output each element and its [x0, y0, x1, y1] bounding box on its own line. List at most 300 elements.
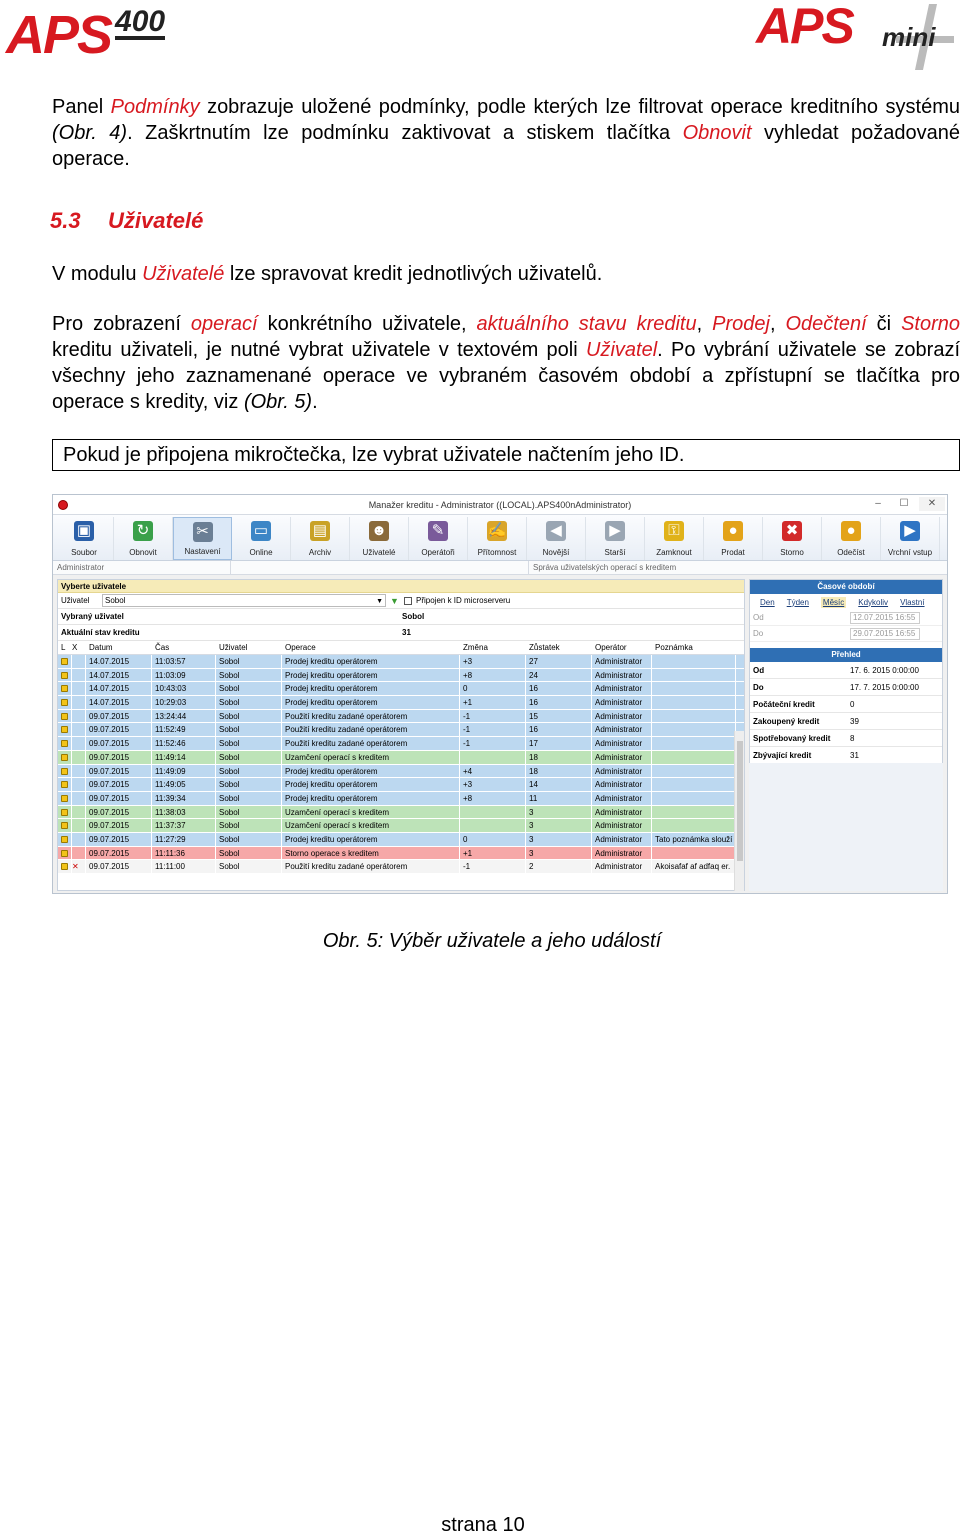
- summary-row: [750, 713, 942, 730]
- scrollbar-thumb[interactable]: [737, 741, 743, 861]
- text-run: . Zaškrtnutím lze podmínku zaktivovat a stiskem tlačítka: [127, 122, 683, 144]
- toolbar-button-label: Uživatelé: [362, 548, 396, 557]
- grid-column-header[interactable]: Čas: [155, 643, 170, 652]
- table-cell-change: 0: [460, 682, 526, 695]
- table-row[interactable]: [58, 765, 744, 779]
- table-row[interactable]: [58, 669, 744, 683]
- toolbar-button-tools[interactable]: [173, 517, 232, 560]
- summary-value: 17. 6. 2015 0:00:00: [850, 666, 919, 675]
- lock-icon: [61, 672, 68, 679]
- arrow-left-icon: ◀: [546, 521, 566, 541]
- summary-label: Zakoupený kredit: [753, 717, 820, 726]
- table-cell-user: Sobol: [216, 792, 282, 805]
- text-run: . Po vybrání uživatele se zobrazí všechny jeho zaznamenané operace ve vybraném časovém období a zpřístupní se tlačítka pro operace s kredity, viz: [52, 339, 960, 413]
- toolbar-button-monitor[interactable]: [232, 517, 291, 560]
- row-lock-cell: [58, 792, 72, 805]
- table-cell-x: [72, 737, 86, 750]
- period-to-input[interactable]: 29.07.2015 16:55: [850, 628, 920, 640]
- text-run: zobrazuje uložené podmínky, podle kterých lze filtrovat operace kreditního systému: [199, 96, 960, 118]
- lock-icon: [61, 850, 68, 857]
- table-cell-user: Sobol: [216, 737, 282, 750]
- paragraph-conditions: [52, 94, 960, 172]
- highlight-term: aktuálního stavu kreditu: [476, 313, 697, 335]
- grid-column-header[interactable]: L: [61, 643, 66, 652]
- table-cell-change: [460, 819, 526, 832]
- page-number: strana 10: [441, 1514, 525, 1536]
- table-cell-change: [460, 751, 526, 764]
- table-row[interactable]: [58, 751, 744, 765]
- highlight-term: Odečtení: [785, 313, 867, 335]
- table-cell-x: [72, 696, 86, 709]
- table-cell-x: [72, 765, 86, 778]
- reader-checkbox[interactable]: [404, 597, 412, 605]
- toolbar-button-cancel[interactable]: [763, 517, 822, 560]
- section-heading: [50, 208, 203, 234]
- grid-column-header[interactable]: Poznámka: [655, 643, 693, 652]
- summary-row: [750, 662, 942, 679]
- period-tab[interactable]: Měsíc: [822, 597, 845, 607]
- logo-400-text: 400: [115, 5, 166, 38]
- figure-reference: (Obr. 4): [52, 122, 128, 144]
- table-cell-time: 10:29:03: [152, 696, 216, 709]
- table-cell-user: Sobol: [216, 696, 282, 709]
- paragraph-users-intro: [52, 261, 960, 287]
- table-cell-date: 09.07.2015: [86, 778, 152, 791]
- summary-row: [750, 696, 942, 713]
- table-cell-op: Použití kreditu zadané operátorem: [282, 710, 460, 723]
- table-cell-user: Sobol: [216, 860, 282, 873]
- toolbar-button-label: Zamknout: [656, 548, 692, 557]
- toolbar-button-arrow-right[interactable]: [586, 517, 645, 560]
- table-row[interactable]: [58, 710, 744, 724]
- table-cell-date: 09.07.2015: [86, 806, 152, 819]
- row-lock-cell: [58, 710, 72, 723]
- table-cell-operator: Administrator: [592, 737, 652, 750]
- cancel-icon: ✖: [782, 521, 802, 541]
- toolbar-button-label: Prodat: [721, 548, 745, 557]
- table-cell-balance: 3: [526, 819, 592, 832]
- table-cell-op: Prodej kreditu operátorem: [282, 669, 460, 682]
- toolbar-button-label: Novější: [542, 548, 570, 557]
- period-from-label: Od: [753, 613, 764, 622]
- grid-column-header[interactable]: Uživatel: [219, 643, 248, 652]
- row-lock-cell: [58, 669, 72, 682]
- table-cell-date: 09.07.2015: [86, 723, 152, 736]
- toolbar-button-operators[interactable]: [409, 517, 468, 560]
- highlight-term: Prodej: [712, 313, 770, 335]
- operators-icon: ✎: [428, 521, 448, 541]
- credit-state-label: Aktuální stav kreditu: [61, 628, 140, 637]
- table-cell-note: [652, 696, 736, 709]
- table-cell-operator: Administrator: [592, 778, 652, 791]
- table-cell-operator: Administrator: [592, 682, 652, 695]
- row-lock-cell: [58, 778, 72, 791]
- table-cell-change: +1: [460, 696, 526, 709]
- table-cell-x: [72, 847, 86, 860]
- highlight-term: Uživatelé: [142, 263, 225, 285]
- table-row[interactable]: [58, 819, 744, 833]
- summary-label: Spotřebovaný kredit: [753, 734, 831, 743]
- table-cell-change: +1: [460, 847, 526, 860]
- table-cell-time: 11:37:37: [152, 819, 216, 832]
- table-cell-op: Prodej kreditu operátorem: [282, 655, 460, 668]
- table-cell-user: Sobol: [216, 833, 282, 846]
- window-titlebar: [53, 495, 947, 515]
- period-to-label: Do: [753, 629, 764, 638]
- table-cell-time: 11:03:57: [152, 655, 216, 668]
- summary-value: 17. 7. 2015 0:00:00: [850, 683, 919, 692]
- table-cell-date: 09.07.2015: [86, 751, 152, 764]
- row-lock-cell: [58, 765, 72, 778]
- user-combobox-value: Sobol: [105, 596, 126, 605]
- user-label: Uživatel: [61, 596, 90, 605]
- table-cell-note: [652, 710, 736, 723]
- row-lock-cell: [58, 833, 72, 846]
- table-cell-user: Sobol: [216, 655, 282, 668]
- user-combobox[interactable]: [102, 594, 386, 607]
- summary-value: 39: [850, 717, 859, 726]
- table-cell-date: 09.07.2015: [86, 833, 152, 846]
- table-cell-note: [652, 847, 736, 860]
- table-cell-balance: 14: [526, 778, 592, 791]
- table-cell-note: Tato poznámka slouží: [652, 833, 736, 846]
- table-cell-user: Sobol: [216, 806, 282, 819]
- table-cell-op: Storno operace s kreditem: [282, 847, 460, 860]
- table-cell-operator: Administrator: [592, 765, 652, 778]
- table-cell-time: 11:39:34: [152, 792, 216, 805]
- period-tab[interactable]: Den: [760, 597, 775, 607]
- user-operations-pane: [57, 579, 745, 891]
- table-cell-op: Použití kreditu zadané operátorem: [282, 723, 460, 736]
- toolbar-button-label: Storno: [780, 548, 804, 557]
- table-cell-date: 09.07.2015: [86, 860, 152, 873]
- paragraph-users-detail: [52, 311, 960, 415]
- chevron-down-icon[interactable]: ▼: [376, 598, 383, 605]
- text-run: Panel: [52, 96, 111, 118]
- coin-minus-icon: ●: [841, 521, 861, 541]
- table-row[interactable]: [58, 792, 744, 806]
- text-run: Pro zobrazení: [52, 313, 191, 335]
- maximize-button[interactable]: ☐: [899, 498, 909, 509]
- table-cell-user: Sobol: [216, 765, 282, 778]
- table-cell-op: Prodej kreditu operátorem: [282, 833, 460, 846]
- toolbar-button-lock[interactable]: [645, 517, 704, 560]
- row-lock-cell: [58, 751, 72, 764]
- toolbar-button-label: Obnovit: [129, 548, 157, 557]
- toolbar-button-save[interactable]: [55, 517, 114, 560]
- table-cell-op: Prodej kreditu operátorem: [282, 778, 460, 791]
- lock-icon: [61, 863, 68, 870]
- note-box: Pokud je připojena mikročtečka, lze vybrat uživatele načtením jeho ID.: [52, 439, 960, 471]
- table-cell-note: [652, 723, 736, 736]
- table-cell-x: [72, 751, 86, 764]
- table-cell-date: 14.07.2015: [86, 696, 152, 709]
- table-cell-date: 09.07.2015: [86, 710, 152, 723]
- toolbar-button-coin[interactable]: [704, 517, 763, 560]
- status-module: Správa uživatelských operací s kreditem: [533, 563, 677, 572]
- table-cell-time: 11:49:05: [152, 778, 216, 791]
- status-operator: Administrator: [53, 561, 231, 574]
- toolbar-button-refresh[interactable]: [114, 517, 173, 560]
- toolbar-button-label: Online: [249, 548, 273, 557]
- table-cell-time: 11:03:09: [152, 669, 216, 682]
- figure-caption: Obr. 5: Výběr uživatele a jeho událostí: [322, 930, 662, 952]
- selected-user-value: Sobol: [402, 612, 425, 621]
- logo-aps-text: APS: [6, 5, 112, 65]
- table-cell-balance: 15: [526, 710, 592, 723]
- table-cell-balance: 17: [526, 737, 592, 750]
- table-cell-time: 11:38:03: [152, 806, 216, 819]
- table-cell-operator: Administrator: [592, 819, 652, 832]
- table-cell-change: [460, 806, 526, 819]
- figure-reference: (Obr. 5): [243, 391, 313, 413]
- row-lock-cell: [58, 847, 72, 860]
- grid-column-header[interactable]: X: [72, 643, 78, 652]
- table-cell-operator: Administrator: [592, 833, 652, 846]
- period-from-input[interactable]: 12.07.2015 16:55: [850, 612, 920, 624]
- highlight-term: Storno: [901, 313, 960, 335]
- table-cell-user: Sobol: [216, 778, 282, 791]
- row-lock-cell: [58, 737, 72, 750]
- selected-user-row: [58, 609, 744, 625]
- selected-user-label: Vybraný uživatel: [61, 612, 124, 621]
- summary-label: Zbývající kredit: [753, 751, 812, 760]
- side-pane-empty-area: [749, 763, 943, 891]
- table-cell-user: Sobol: [216, 751, 282, 764]
- credit-state-row: [58, 625, 744, 641]
- book-icon: ▤: [310, 521, 330, 541]
- table-cell-op: Prodej kreditu operátorem: [282, 765, 460, 778]
- table-cell-change: -1: [460, 723, 526, 736]
- status-row: [53, 561, 947, 575]
- table-cell-change: -1: [460, 737, 526, 750]
- table-row[interactable]: [58, 806, 744, 820]
- text-run: či: [866, 313, 902, 335]
- lock-icon: [61, 754, 68, 761]
- table-cell-note: [652, 682, 736, 695]
- lock-icon: [61, 795, 68, 802]
- grid-column-header[interactable]: Operace: [285, 643, 316, 652]
- table-cell-time: 11:52:49: [152, 723, 216, 736]
- table-row[interactable]: [58, 696, 744, 710]
- table-cell-x: [72, 819, 86, 832]
- lock-icon: [61, 809, 68, 816]
- table-cell-x: [72, 778, 86, 791]
- table-cell-operator: Administrator: [592, 710, 652, 723]
- toolbar-button-book[interactable]: [291, 517, 350, 560]
- row-lock-cell: [58, 819, 72, 832]
- table-row[interactable]: [58, 682, 744, 696]
- summary-row: [750, 730, 942, 747]
- grid-column-header[interactable]: Změna: [463, 643, 488, 652]
- table-cell-x: [72, 806, 86, 819]
- table-cell-change: +8: [460, 669, 526, 682]
- text-run: .: [312, 391, 318, 413]
- operations-grid-header: [58, 641, 744, 655]
- select-user-header: Vyberte uživatele: [58, 580, 744, 593]
- coin-icon: ●: [723, 521, 743, 541]
- table-cell-date: 09.07.2015: [86, 847, 152, 860]
- refresh-icon: ↻: [133, 521, 153, 541]
- table-cell-balance: 16: [526, 723, 592, 736]
- summary-label: Od: [753, 666, 765, 675]
- table-cell-date: 09.07.2015: [86, 819, 152, 832]
- table-cell-balance: 2: [526, 860, 592, 873]
- toolbar-button-label: Archiv: [308, 548, 332, 557]
- table-cell-operator: Administrator: [592, 792, 652, 805]
- toolbar-button-label: Vrchní vstup: [887, 548, 933, 557]
- table-cell-note: [652, 669, 736, 682]
- period-tabs: [750, 594, 942, 610]
- toolbar-button-users[interactable]: [350, 517, 409, 560]
- table-cell-time: 11:52:46: [152, 737, 216, 750]
- credit-state-value: 31: [402, 628, 411, 637]
- period-tab[interactable]: Kdykoliv: [858, 597, 889, 607]
- row-lock-cell: [58, 806, 72, 819]
- monitor-icon: ▭: [251, 521, 271, 541]
- table-cell-balance: 18: [526, 751, 592, 764]
- table-cell-time: 11:49:14: [152, 751, 216, 764]
- table-cell-note: [652, 819, 736, 832]
- table-cell-time: 11:11:36: [152, 847, 216, 860]
- row-lock-cell: [58, 723, 72, 736]
- table-cell-note: Akoisafaf af adfaq er.: [652, 860, 736, 873]
- logo-mini-text: mini: [882, 22, 936, 52]
- window-title: Manažer kreditu - Administrator ((LOCAL).APS400nAdministrator): [368, 500, 632, 510]
- main-toolbar: [53, 515, 947, 561]
- text-run: vyhledat požadované operace.: [52, 122, 960, 170]
- text-run: V modulu: [52, 263, 143, 285]
- table-cell-note: [652, 737, 736, 750]
- close-button[interactable]: ✕: [919, 497, 945, 511]
- table-cell-operator: Administrator: [592, 669, 652, 682]
- period-header: Časové období: [750, 580, 942, 594]
- table-cell-change: +3: [460, 655, 526, 668]
- table-cell-note: [652, 765, 736, 778]
- table-cell-balance: 18: [526, 765, 592, 778]
- table-row[interactable]: [58, 860, 744, 874]
- table-cell-user: Sobol: [216, 669, 282, 682]
- table-cell-balance: 3: [526, 847, 592, 860]
- table-cell-user: Sobol: [216, 819, 282, 832]
- table-cell-user: Sobol: [216, 723, 282, 736]
- tools-icon: ✂: [193, 522, 213, 542]
- table-cell-date: 14.07.2015: [86, 682, 152, 695]
- grid-column-header[interactable]: Zůstatek: [529, 643, 560, 652]
- table-row[interactable]: [58, 723, 744, 737]
- highlight-term: Obnovit: [682, 122, 752, 144]
- table-cell-operator: Administrator: [592, 847, 652, 860]
- table-cell-change: +3: [460, 778, 526, 791]
- table-cell-balance: 11: [526, 792, 592, 805]
- table-cell-op: Uzamčení operací s kreditem: [282, 806, 460, 819]
- table-cell-note: [652, 751, 736, 764]
- status-spacer: [231, 561, 529, 574]
- period-tab[interactable]: Týden: [786, 597, 809, 607]
- row-lock-cell: [58, 655, 72, 668]
- table-cell-date: 14.07.2015: [86, 669, 152, 682]
- apsmini-logo: [756, 0, 956, 72]
- table-cell-change: -1: [460, 710, 526, 723]
- table-cell-time: 13:24:44: [152, 710, 216, 723]
- table-row[interactable]: [58, 778, 744, 792]
- table-cell-balance: 16: [526, 696, 592, 709]
- toolbar-button-arrow-enter[interactable]: [881, 517, 940, 560]
- table-cell-balance: 3: [526, 833, 592, 846]
- text-run: ,: [696, 313, 713, 335]
- table-cell-change: -1: [460, 860, 526, 873]
- row-lock-cell: [58, 682, 72, 695]
- table-cell-op: Použití kreditu zadané operátorem: [282, 860, 460, 873]
- table-cell-x: [72, 723, 86, 736]
- lock-icon: [61, 699, 68, 706]
- grid-column-header[interactable]: Datum: [89, 643, 113, 652]
- table-cell-date: 09.07.2015: [86, 737, 152, 750]
- lock-icon: [61, 685, 68, 692]
- lock-icon: [61, 768, 68, 775]
- section-number: 5.3: [50, 208, 81, 233]
- period-from-row: [750, 610, 942, 626]
- table-cell-user: Sobol: [216, 682, 282, 695]
- table-cell-op: Prodej kreditu operátorem: [282, 792, 460, 805]
- table-cell-x: [72, 682, 86, 695]
- text-run: konkrétního uživatele,: [257, 313, 477, 335]
- table-row[interactable]: [58, 655, 744, 669]
- text-run: lze spravovat kredit jednotlivých uživatelů.: [224, 263, 603, 285]
- table-cell-op: Uzamčení operací s kreditem: [282, 819, 460, 832]
- table-cell-operator: Administrator: [592, 696, 652, 709]
- lock-icon: [61, 781, 68, 788]
- reader-checkbox-label: Připojen k ID microserveru: [416, 596, 511, 605]
- table-cell-op: Prodej kreditu operátorem: [282, 696, 460, 709]
- filter-icon[interactable]: ▼: [390, 595, 399, 606]
- table-cell-user: Sobol: [216, 710, 282, 723]
- grid-column-header[interactable]: Operátor: [595, 643, 627, 652]
- table-row[interactable]: [58, 847, 744, 861]
- table-cell-time: 11:27:29: [152, 833, 216, 846]
- toolbar-button-coin-minus[interactable]: [822, 517, 881, 560]
- highlight-term: Uživatel: [586, 339, 658, 361]
- text-run: kreditu uživateli, je nutné vybrat uživatele v textovém poli: [52, 339, 587, 361]
- table-cell-note: [652, 806, 736, 819]
- toolbar-button-arrow-left[interactable]: [527, 517, 586, 560]
- toolbar-button-presence[interactable]: [468, 517, 527, 560]
- table-row[interactable]: [58, 833, 744, 847]
- grid-scrollbar[interactable]: [734, 731, 744, 891]
- lock-icon: [61, 822, 68, 829]
- summary-value: 0: [850, 700, 855, 709]
- period-to-row: [750, 626, 942, 642]
- table-cell-x: [72, 710, 86, 723]
- row-lock-cell: [58, 860, 72, 873]
- minimize-button[interactable]: –: [875, 498, 881, 509]
- summary-table: [750, 662, 942, 764]
- toolbar-button-label: Operátoři: [421, 548, 455, 557]
- period-tab[interactable]: Vlastní: [900, 597, 925, 607]
- table-cell-balance: 16: [526, 682, 592, 695]
- table-cell-x: [72, 669, 86, 682]
- toolbar-button-label: Přítomnost: [477, 548, 517, 557]
- summary-value: 8: [850, 734, 855, 743]
- presence-icon: ✍: [487, 522, 507, 539]
- table-cell-change: 0: [460, 833, 526, 846]
- table-cell-date: 09.07.2015: [86, 792, 152, 805]
- table-cell-x: ✕: [72, 860, 86, 873]
- aps400-logo: [6, 5, 166, 65]
- table-cell-time: 10:43:03: [152, 682, 216, 695]
- table-cell-note: [652, 778, 736, 791]
- table-row[interactable]: [58, 737, 744, 751]
